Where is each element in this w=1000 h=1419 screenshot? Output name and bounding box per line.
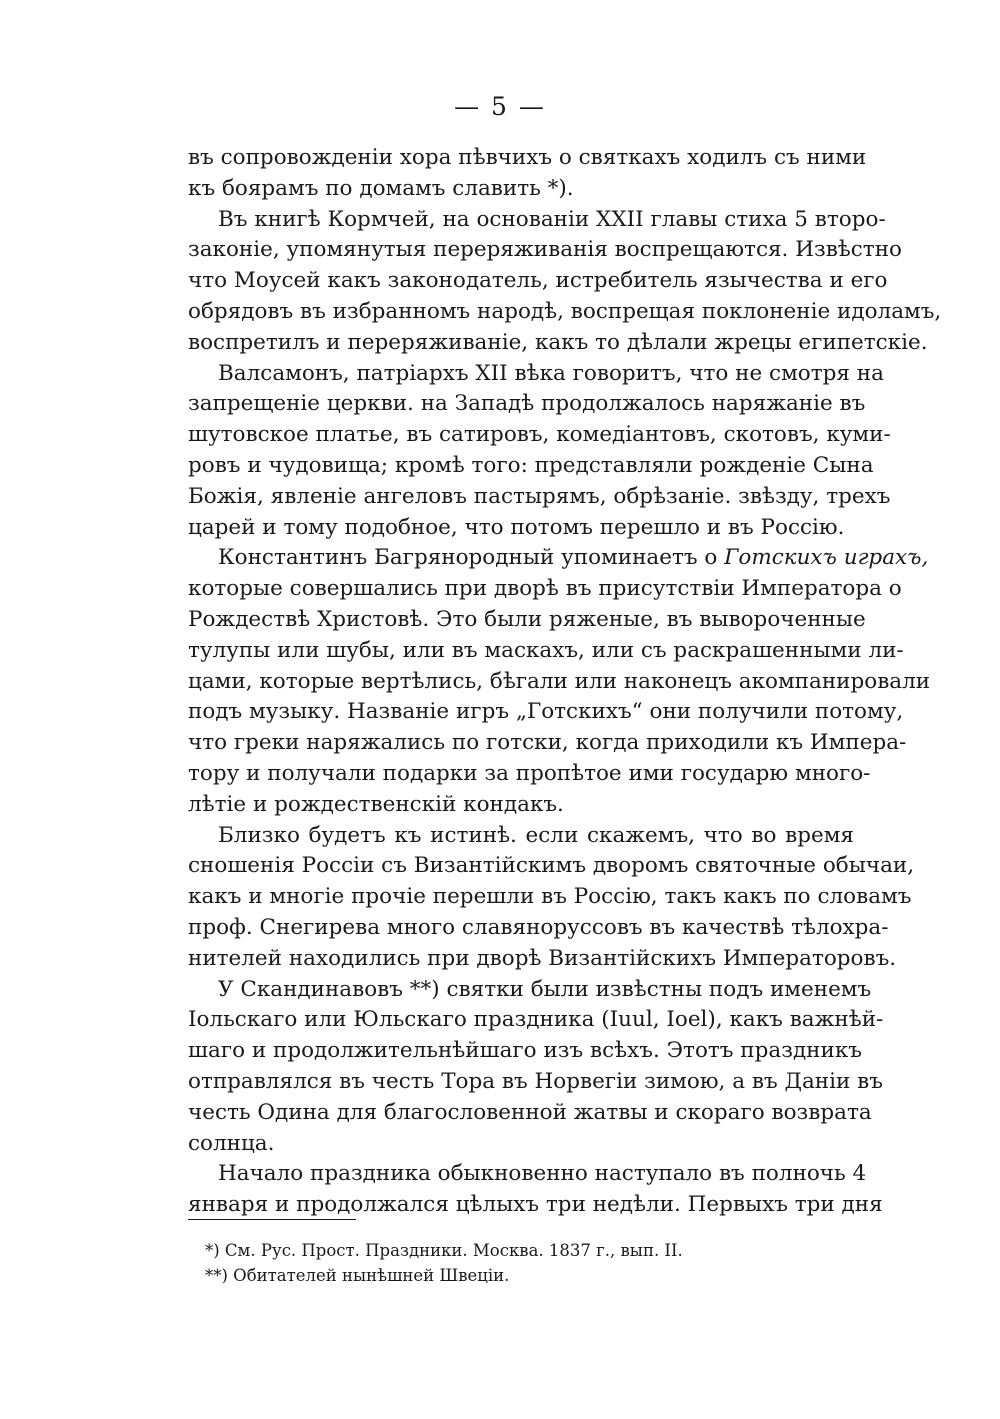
paragraph-7 (188, 1159, 883, 1221)
text-line: тулупы или шубы, или въ маскахъ, или съ раскрашенными ли- (188, 637, 904, 663)
text-fragment: Константинъ Багрянородный упоминаетъ о (218, 545, 725, 571)
text-line: законіе, упомянутыя переряживанія воспрещаются. Извѣстно (188, 237, 902, 263)
text-line: воспретилъ и переряживаніе, какъ то дѣлали жрецы египетскіе. (188, 329, 928, 355)
text-line: къ боярамъ по домамъ славить *). (188, 175, 574, 201)
text-line: какъ и многіе прочіе перешли въ Россію, такъ какъ по словамъ (188, 884, 912, 910)
text-line: тору и получали подарки за пропѣтое ими государю много- (188, 760, 871, 786)
text-line: лѣтіе и рождественскій кондакъ. (188, 791, 564, 817)
footnote-1: *) См. Рус. Прост. Праздники. Москва. 1837 г., вып. II. (205, 1241, 683, 1260)
footnote-separator (188, 1219, 356, 1220)
text-line: сношенія Россіи съ Византійскимъ дворомъ святочные обычаи, (188, 853, 915, 879)
text-line: Близко будетъ къ истинѣ. если скажемъ, что во время (218, 822, 854, 848)
paragraph-6 (188, 975, 884, 1160)
text-line: царей и тому подобное, что потомъ перешло и въ Россію. (188, 514, 845, 540)
body-text (188, 143, 942, 1221)
text-line: шаго и продолжительнѣйшаго изъ всѣхъ. Этотъ праздникъ (188, 1038, 862, 1064)
paragraph-2 (188, 205, 942, 359)
text-line: что Моусей какъ законодатель, истребитель язычества и его (188, 268, 888, 294)
paragraph-1 (188, 143, 867, 205)
text-line: солнца. (188, 1130, 275, 1156)
text-line: проф. Снегирева много славяноруссовъ въ качествѣ тѣлохра- (188, 914, 889, 940)
text-line: отправлялся въ честь Тора въ Норвегіи зимою, а въ Даніи въ (188, 1068, 883, 1094)
footnotes (205, 1238, 845, 1288)
text-line: Іольскаго или Юльскаго праздника (Iuul, Ioel), какъ важнѣй- (188, 1007, 884, 1033)
text-line: цами, которые вертѣлись, бѣгали или наконецъ акомпанировали (188, 668, 931, 694)
text-line: Рождествѣ Христовѣ. Это были ряженые, въ вывороченные (188, 606, 866, 632)
text-line: что греки наряжались по готски, когда приходили къ Импера- (188, 730, 907, 756)
text-line: подъ музыку. Названіе игръ „Готскихъ“ они получили потому, (188, 699, 904, 725)
text-line: обрядовъ въ избранномъ народѣ, воспрещая поклоненіе идоламъ, (188, 298, 942, 324)
paragraph-4 (188, 543, 931, 820)
footnote-2: **) Обитателей нынѣшней Швеціи. (205, 1266, 510, 1285)
page-number: — 5 — (454, 92, 546, 121)
text-line: У Скандинавовъ **) святки были извѣстны подъ именемъ (218, 976, 872, 1002)
italic-title: Готскихъ играхъ, (724, 545, 929, 571)
text-line: шутовское платье, въ сатировъ, комедіантовъ, скотовъ, куми- (188, 422, 891, 448)
text-line: которые совершались при дворѣ въ присутствіи Императора о (188, 576, 902, 602)
text-line: Валсамонъ, патріархъ XII вѣка говоритъ, что не смотря на (218, 360, 884, 386)
paragraph-5 (188, 821, 915, 975)
text-line: ровъ и чудовища; кромѣ того: представляли рожденіе Сына (188, 452, 874, 478)
text-line: Божія, явленіе ангеловъ пастырямъ, обрѣзаніе. звѣзду, трехъ (188, 483, 891, 509)
text-line: въ сопровожденіи хора пѣвчихъ о святкахъ ходилъ съ ними (188, 145, 867, 170)
text-line: запрещеніе церкви. на Западѣ продолжалось наряжаніе въ (188, 391, 866, 417)
text-line: Начало праздника обыкновенно наступало въ полночь 4 (218, 1161, 867, 1187)
text-line: Въ книгѣ Кормчей, на основаніи XXII главы стиха 5 второ- (218, 206, 886, 232)
text-line: честь Одина для благословенной жатвы и скораго возврата (188, 1099, 872, 1125)
text-line: нителей находились при дворѣ Византійскихъ Императоровъ. (188, 945, 897, 971)
text-line: января и продолжался цѣлыхъ три недѣли. Первыхъ три дня (188, 1192, 883, 1218)
text-line (188, 543, 929, 574)
paragraph-3 (188, 359, 891, 544)
